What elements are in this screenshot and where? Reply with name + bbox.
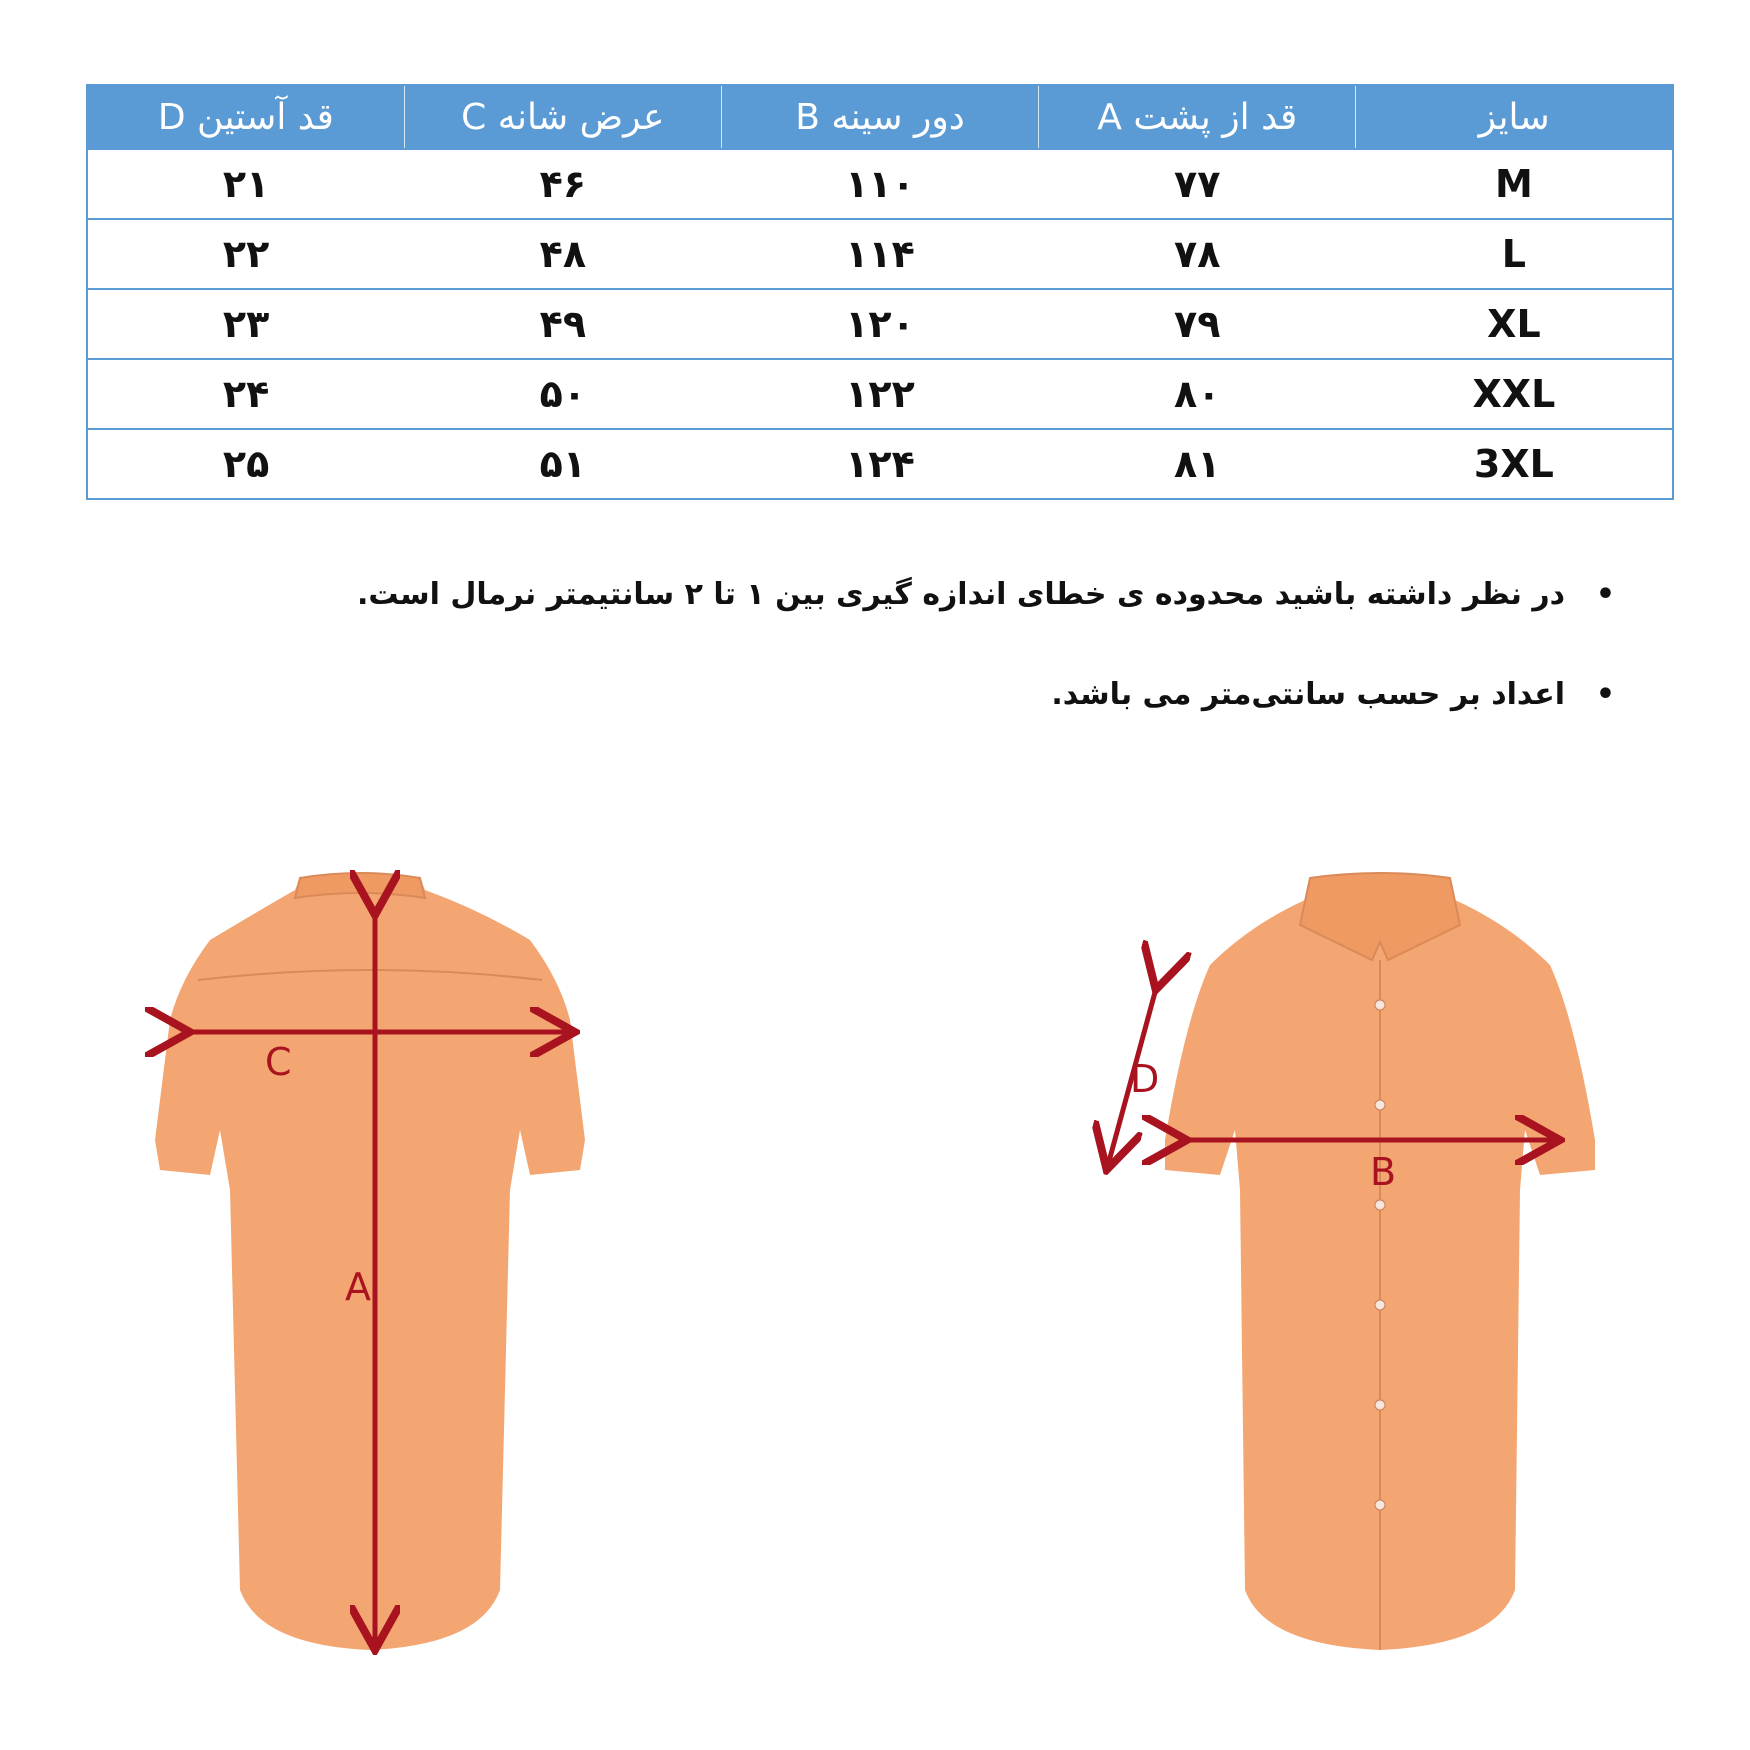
cell-back-length: ۸۰ (1039, 359, 1356, 429)
cell-size: 3XL (1356, 429, 1673, 499)
header-chest: دور سینه B (721, 85, 1038, 149)
size-chart-table (86, 84, 1674, 500)
bullet-icon: • (1595, 677, 1615, 712)
cell-shoulder-width: ۴۶ (404, 149, 721, 219)
cell-size: XL (1356, 289, 1673, 359)
shirt-back-diagram (80, 870, 660, 1660)
measurement-notes (115, 575, 1615, 775)
cell-shoulder-width: ۴۹ (404, 289, 721, 359)
table-row (87, 149, 1673, 219)
table-row (87, 219, 1673, 289)
cell-shoulder-width: ۴۸ (404, 219, 721, 289)
note-units (345, 675, 1615, 715)
table-row (87, 359, 1673, 429)
label-a: A (345, 1265, 371, 1309)
header-shoulder-width: عرض شانه C (404, 85, 721, 149)
label-b: B (1370, 1150, 1397, 1194)
header-sleeve-length: قد آستین D (87, 85, 404, 149)
header-size: سایز (1356, 85, 1673, 149)
shirt-back-body (155, 873, 585, 1650)
cell-size: L (1356, 219, 1673, 289)
cell-back-length: ۷۹ (1039, 289, 1356, 359)
cell-sleeve-length: ۲۵ (87, 429, 404, 499)
header-back-length: قد از پشت A (1039, 85, 1356, 149)
cell-size: M (1356, 149, 1673, 219)
cell-back-length: ۷۷ (1039, 149, 1356, 219)
cell-sleeve-length: ۲۲ (87, 219, 404, 289)
label-d: D (1130, 1057, 1160, 1101)
note-text: اعداد بر حسب سانتی‌متر می باشد. (1051, 677, 1565, 712)
cell-chest: ۱۱۰ (721, 149, 1038, 219)
cell-chest: ۱۱۴ (721, 219, 1038, 289)
cell-shoulder-width: ۵۱ (404, 429, 721, 499)
cell-back-length: ۸۱ (1039, 429, 1356, 499)
cell-sleeve-length: ۲۱ (87, 149, 404, 219)
shirt-front-diagram (1070, 870, 1680, 1660)
cell-chest: ۱۲۲ (721, 359, 1038, 429)
note-text: در نظر داشته باشید محدوده ی خطای اندازه گیری بین ۱ تا ۲ سانتیمتر نرمال است. (356, 577, 1565, 612)
note-measurement-error (345, 575, 1615, 615)
cell-chest: ۱۲۰ (721, 289, 1038, 359)
table-row (87, 289, 1673, 359)
table-row (87, 429, 1673, 499)
cell-sleeve-length: ۲۴ (87, 359, 404, 429)
cell-shoulder-width: ۵۰ (404, 359, 721, 429)
label-c: C (265, 1040, 292, 1084)
table-header-row (87, 85, 1673, 149)
cell-back-length: ۷۸ (1039, 219, 1356, 289)
bullet-icon: • (1595, 577, 1615, 612)
cell-sleeve-length: ۲۳ (87, 289, 404, 359)
cell-chest: ۱۲۴ (721, 429, 1038, 499)
cell-size: XXL (1356, 359, 1673, 429)
